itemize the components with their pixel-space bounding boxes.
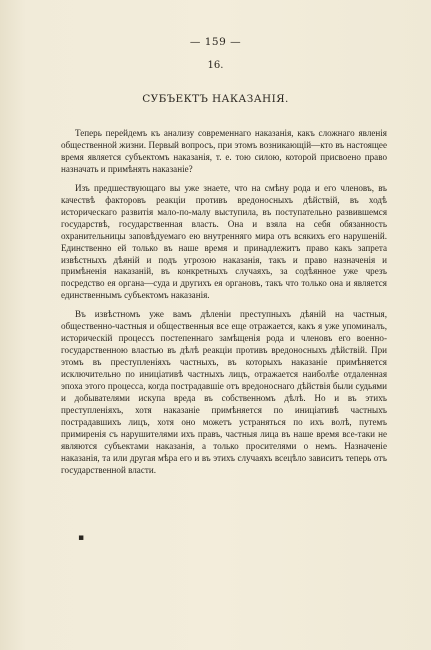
stray-ink-mark: ▪ <box>78 533 85 543</box>
paragraph-2: Изъ предшествующаго вы уже знаете, что на смѣну рода и его членовъ, въ качествѣ факторовъ реакціи противъ вредоносныхъ дѣйствій, въ ходѣ историческаго развитія мало-по-малу выступила, въ поступательно развившемся государствѣ, государственная власть. Она и взяла на себя обязанность охранительницы заповѣдуемаго ею внутренняго мира отъ всякихъ его нарушеній. Единственно ей только въ наше время и принадлежитъ право какъ запрета извѣстныхъ дѣяній и подъ угрозою наказанія, такъ и право назначенія и примѣненія наказаній, въ конкретныхъ случаяхъ, за содѣянное уже чрезъ посредство ея органа—суда и другихъ ея органовъ, такъ что только она и является единственнымъ субъектомъ наказанія. <box>61 182 387 301</box>
page-number: — 159 — <box>189 36 242 48</box>
body-text <box>61 128 387 484</box>
section-number: 16. <box>207 60 224 71</box>
paragraph-1: Теперь перейдемъ къ анализу современнаго наказанія, какъ сложнаго явленія общественной жизни. Первый вопросъ, при этомъ возникающій—кто въ настоящее время является субъектомъ наказанія, т. е. тою силою, которой присвоено право назначать и примѣнять наказаніе? <box>61 128 387 174</box>
paragraph-3: Въ извѣстномъ уже вамъ дѣленіи преступныхъ дѣяній на частныя, общественно-частныя и общественныя все еще отражается, какъ я уже упоминалъ, историческій процессъ постепеннаго замѣщенія рода и членовъ его военно-государственною властью въ дѣлѣ реакціи противъ вредоносныхъ дѣйствій. При этомъ въ преступленіяхъ частныхъ, въ которыхъ наказаніе примѣняется исключительно по иниціативѣ частныхъ лицъ, отражается наиболѣе отдаленная эпоха этого процесса, когда пострадавшіе отъ вредоноснаго дѣйствія были судьями и добывателями искупа вреда въ собственномъ дѣлѣ. Но и въ этихъ преступленіяхъ, хотя наказаніе примѣняется по иниціативѣ частныхъ пострадавшихъ лицъ, хотя оно можетъ устраняться по ихъ волѣ, путемъ примиренія съ нарушителями ихъ правъ, частныя лица въ наше время все-таки не являются субъектами наказанія, а только просителями о немъ. Назначеніе наказанія, та или другая мѣра его и въ этихъ случаяхъ всецѣло зависитъ теперь отъ государственной власти. <box>61 309 387 475</box>
section-title: СУБЪЕКТЪ НАКАЗАНІЯ. <box>142 93 289 105</box>
